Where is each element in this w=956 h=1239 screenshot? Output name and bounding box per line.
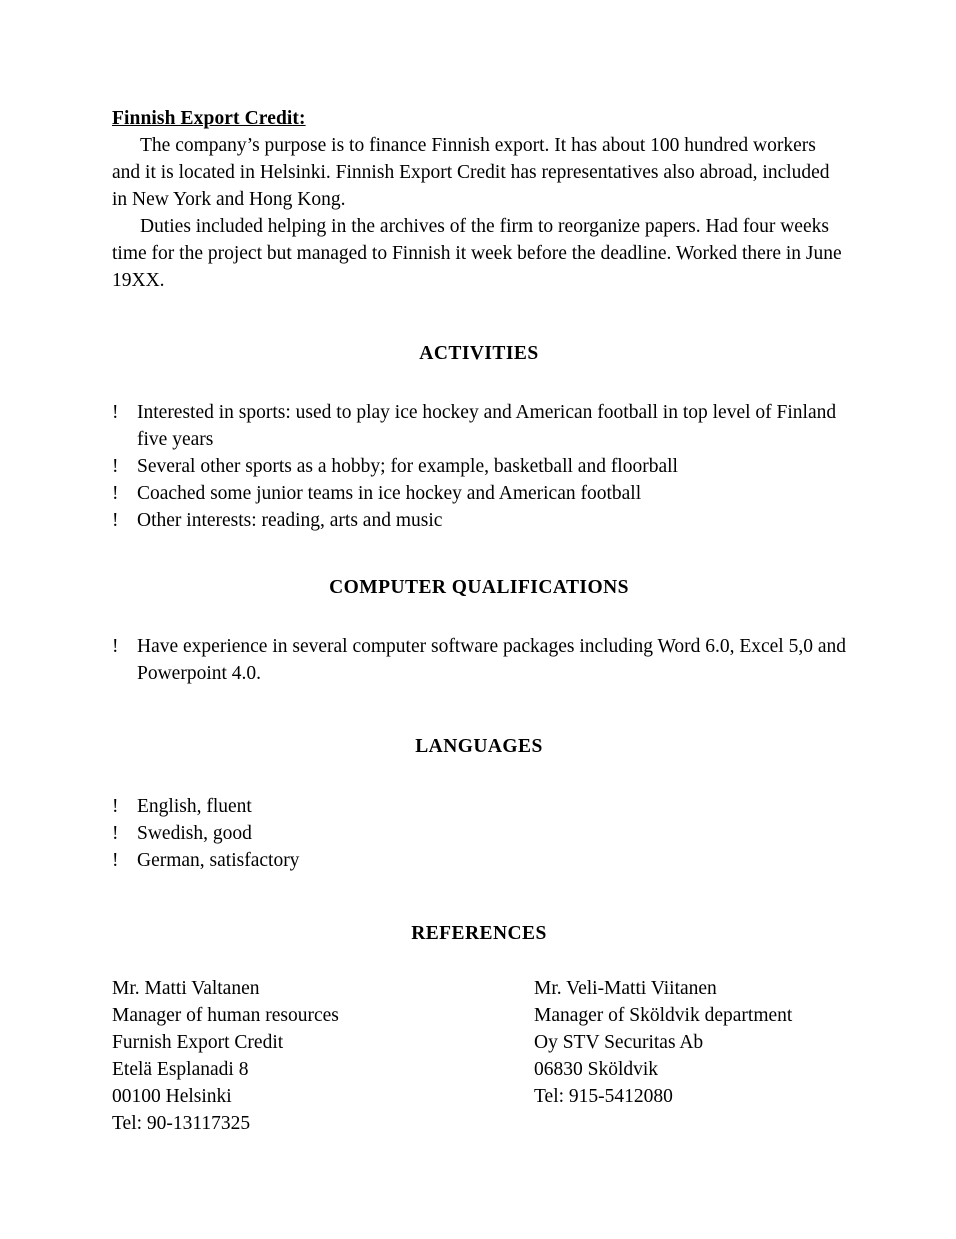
references-columns	[112, 975, 846, 1137]
spacer	[112, 687, 846, 735]
list-item-text: English, fluent	[137, 795, 252, 817]
list-item	[112, 793, 846, 820]
spacer	[112, 599, 846, 633]
list-item-text: Swedish, good	[137, 822, 252, 844]
reference-role: Manager of Sköldvik department	[534, 1005, 793, 1027]
spacer	[112, 365, 846, 399]
spacer	[112, 759, 846, 793]
reference-entry-left	[112, 975, 534, 1137]
reference-city: 00100 Helsinki	[112, 1086, 232, 1108]
document-content	[112, 108, 846, 1137]
languages-heading: LANGUAGES	[415, 736, 543, 758]
bullet-icon: !	[112, 456, 119, 477]
bullet-icon: !	[112, 795, 119, 817]
job-section	[112, 108, 846, 294]
list-item-text: Interested in sports: used to play ice hockey and American football in top level of Finland five years	[137, 402, 837, 450]
spacer	[112, 945, 846, 975]
computer-qualifications-list	[112, 633, 846, 687]
computer-qualifications-section	[112, 576, 846, 687]
bullet-icon: !	[112, 636, 119, 658]
reference-city: 06830 Sköldvik	[534, 1059, 659, 1081]
list-item	[112, 847, 846, 874]
list-item	[112, 820, 846, 847]
activities-list	[112, 399, 846, 534]
list-item	[112, 633, 846, 687]
list-item-text: Several other sports as a hobby; for example, basketball and floorball	[137, 456, 678, 477]
spacer	[112, 294, 846, 342]
computer-qualifications-heading: COMPUTER QUALIFICATIONS	[329, 577, 629, 598]
bullet-icon: !	[112, 402, 119, 423]
bullet-icon: !	[112, 822, 119, 844]
list-item-text: Coached some junior teams in ice hockey and American football	[137, 483, 642, 504]
spacer	[112, 534, 846, 576]
spacer	[112, 874, 846, 922]
references-section	[112, 922, 846, 1137]
job-paragraph-1: The company’s purpose is to finance Finnish export. It has about 100 hundred workers and it is located in Helsinki. Finnish Export Credit has representatives also abroad, included in New York and Hong Kong.	[112, 134, 830, 210]
bullet-icon: !	[112, 483, 119, 504]
job-title: Finnish Export Credit:	[112, 108, 306, 129]
list-item	[112, 399, 846, 453]
references-heading: REFERENCES	[411, 922, 547, 944]
list-item	[112, 480, 846, 507]
activities-section	[112, 342, 846, 534]
reference-street: Etelä Esplanadi 8	[112, 1059, 249, 1081]
list-item	[112, 507, 846, 534]
reference-phone: Tel: 90-13117325	[112, 1113, 251, 1135]
languages-section	[112, 735, 846, 873]
languages-list	[112, 793, 846, 874]
list-item-text: Have experience in several computer software packages including Word 6.0, Excel 5,0 and Powerpoint 4.0.	[137, 636, 847, 685]
reference-company: Furnish Export Credit	[112, 1032, 284, 1054]
list-item-text: Other interests: reading, arts and music	[137, 510, 443, 531]
reference-name: Mr. Matti Valtanen	[112, 978, 260, 1000]
bullet-icon: !	[112, 510, 119, 531]
list-item	[112, 453, 846, 480]
reference-company: Oy STV Securitas Ab	[534, 1032, 704, 1054]
reference-phone: Tel: 915-5412080	[534, 1086, 673, 1108]
reference-entry-right	[534, 975, 846, 1137]
job-paragraph-2: Duties included helping in the archives of the firm to reorganize papers. Had four weeks time for the project but managed to Finnish it week before the deadline. Worked there in June 19XX.	[112, 215, 842, 291]
reference-role: Manager of human resources	[112, 1005, 339, 1027]
list-item-text: German, satisfactory	[137, 849, 300, 871]
bullet-icon: !	[112, 849, 119, 871]
reference-name: Mr. Veli-Matti Viitanen	[534, 978, 717, 1000]
activities-heading: ACTIVITIES	[419, 342, 539, 364]
